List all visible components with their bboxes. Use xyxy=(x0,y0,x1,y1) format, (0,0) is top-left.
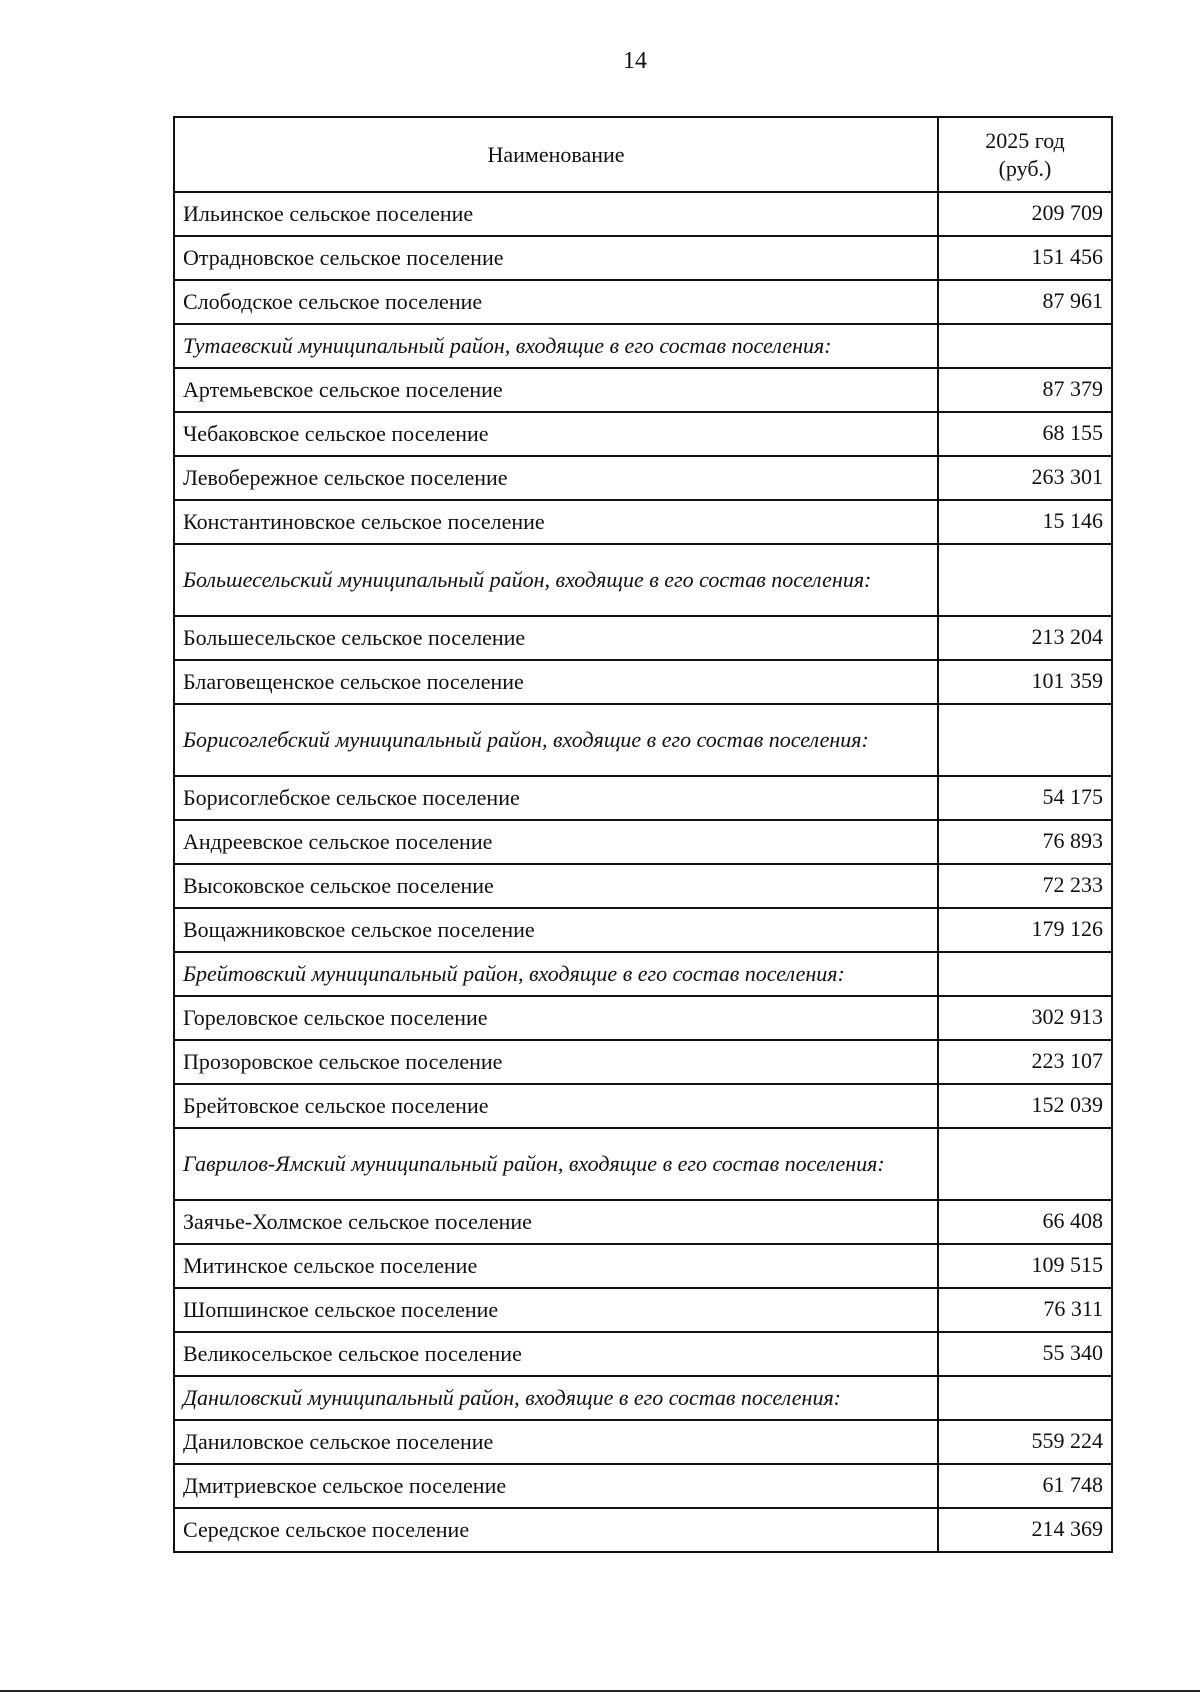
table-row xyxy=(174,1332,1112,1376)
settlement-name: Гореловское сельское поселение xyxy=(174,996,938,1040)
table-row xyxy=(174,368,1112,412)
table-row xyxy=(174,1244,1112,1288)
table-row xyxy=(174,236,1112,280)
settlement-name: Артемьевское сельское поселение xyxy=(174,368,938,412)
settlement-amount: 55 340 xyxy=(938,1332,1112,1376)
header-name: Наименование xyxy=(174,117,938,192)
table-row xyxy=(174,996,1112,1040)
settlement-amount: 87 961 xyxy=(938,280,1112,324)
settlement-name: Чебаковское сельское поселение xyxy=(174,412,938,456)
settlement-amount: 223 107 xyxy=(938,1040,1112,1084)
table-row xyxy=(174,500,1112,544)
header-row xyxy=(174,117,1112,192)
table-row xyxy=(174,776,1112,820)
settlement-amount: 54 175 xyxy=(938,776,1112,820)
settlement-name: Борисоглебское сельское поселение xyxy=(174,776,938,820)
settlement-amount: 76 311 xyxy=(938,1288,1112,1332)
table-row xyxy=(174,1084,1112,1128)
settlement-name: Высоковское сельское поселение xyxy=(174,864,938,908)
table-row xyxy=(174,660,1112,704)
settlement-name: Андреевское сельское поселение xyxy=(174,820,938,864)
settlement-name: Вощажниковское сельское поселение xyxy=(174,908,938,952)
header-year: 2025 год xyxy=(985,127,1065,153)
settlement-name: Великосельское сельское поселение xyxy=(174,1332,938,1376)
settlement-name: Левобережное сельское поселение xyxy=(174,456,938,500)
district-group-name: Даниловский муниципальный район, входящие в его состав поселения: xyxy=(174,1376,938,1420)
header-year-cell xyxy=(938,117,1112,192)
settlement-name: Брейтовское сельское поселение xyxy=(174,1084,938,1128)
settlement-amount: 109 515 xyxy=(938,1244,1112,1288)
table-row xyxy=(174,864,1112,908)
settlement-name: Ильинское сельское поселение xyxy=(174,192,938,236)
table-row xyxy=(174,1420,1112,1464)
settlement-amount: 263 301 xyxy=(938,456,1112,500)
settlement-name: Отрадновское сельское поселение xyxy=(174,236,938,280)
settlement-name: Середское сельское поселение xyxy=(174,1508,938,1552)
table-row xyxy=(174,280,1112,324)
district-group-name: Брейтовский муниципальный район, входящие в его состав поселения: xyxy=(174,952,938,996)
table-row xyxy=(174,1464,1112,1508)
settlement-amount: 151 456 xyxy=(938,236,1112,280)
settlement-amount: 214 369 xyxy=(938,1508,1112,1552)
settlement-amount: 209 709 xyxy=(938,192,1112,236)
scan-bottom-edge xyxy=(0,1690,1200,1692)
settlement-amount: 559 224 xyxy=(938,1420,1112,1464)
table-row xyxy=(174,1288,1112,1332)
table-row xyxy=(174,820,1112,864)
settlement-amount: 61 748 xyxy=(938,1464,1112,1508)
settlement-amount: 76 893 xyxy=(938,820,1112,864)
table-row xyxy=(174,1200,1112,1244)
settlement-name: Дмитриевское сельское поселение xyxy=(174,1464,938,1508)
settlement-name: Большесельское сельское поселение xyxy=(174,616,938,660)
settlement-amount: 66 408 xyxy=(938,1200,1112,1244)
allocation-table xyxy=(173,116,1113,1553)
district-group-value-empty xyxy=(938,544,1112,616)
district-group-name: Гаврилов-Ямский муниципальный район, входящие в его состав поселения: xyxy=(174,1128,938,1200)
district-group-value-empty xyxy=(938,1376,1112,1420)
settlement-amount: 68 155 xyxy=(938,412,1112,456)
district-group-value-empty xyxy=(938,1128,1112,1200)
header-unit: (руб.) xyxy=(998,155,1052,181)
district-group-name: Борисоглебский муниципальный район, входящие в его состав поселения: xyxy=(174,704,938,776)
district-group-row xyxy=(174,704,1112,776)
district-group-row xyxy=(174,1376,1112,1420)
settlement-name: Слободское сельское поселение xyxy=(174,280,938,324)
settlement-name: Даниловское сельское поселение xyxy=(174,1420,938,1464)
table-body xyxy=(174,192,1112,1552)
settlement-amount: 213 204 xyxy=(938,616,1112,660)
table-row xyxy=(174,616,1112,660)
table-row xyxy=(174,908,1112,952)
district-group-row xyxy=(174,952,1112,996)
settlement-name: Прозоровское сельское поселение xyxy=(174,1040,938,1084)
district-group-value-empty xyxy=(938,952,1112,996)
settlement-amount: 179 126 xyxy=(938,908,1112,952)
table-row xyxy=(174,1508,1112,1552)
district-group-value-empty xyxy=(938,324,1112,368)
district-group-row xyxy=(174,1128,1112,1200)
district-group-name: Большесельский муниципальный район, входящие в его состав поселения: xyxy=(174,544,938,616)
settlement-amount: 87 379 xyxy=(938,368,1112,412)
settlement-amount: 152 039 xyxy=(938,1084,1112,1128)
page-number: 14 xyxy=(623,48,647,74)
settlement-name: Шопшинское сельское поселение xyxy=(174,1288,938,1332)
settlement-name: Заячье-Холмское сельское поселение xyxy=(174,1200,938,1244)
settlement-amount: 101 359 xyxy=(938,660,1112,704)
table-row xyxy=(174,192,1112,236)
table-row xyxy=(174,456,1112,500)
table-row xyxy=(174,412,1112,456)
settlement-amount: 302 913 xyxy=(938,996,1112,1040)
settlement-amount: 15 146 xyxy=(938,500,1112,544)
district-group-name: Тутаевский муниципальный район, входящие в его состав поселения: xyxy=(174,324,938,368)
district-group-value-empty xyxy=(938,704,1112,776)
district-group-row xyxy=(174,324,1112,368)
table-row xyxy=(174,1040,1112,1084)
settlement-amount: 72 233 xyxy=(938,864,1112,908)
table-header xyxy=(174,117,1112,192)
district-group-row xyxy=(174,544,1112,616)
settlement-name: Митинское сельское поселение xyxy=(174,1244,938,1288)
settlement-name: Константиновское сельское поселение xyxy=(174,500,938,544)
settlement-name: Благовещенское сельское поселение xyxy=(174,660,938,704)
